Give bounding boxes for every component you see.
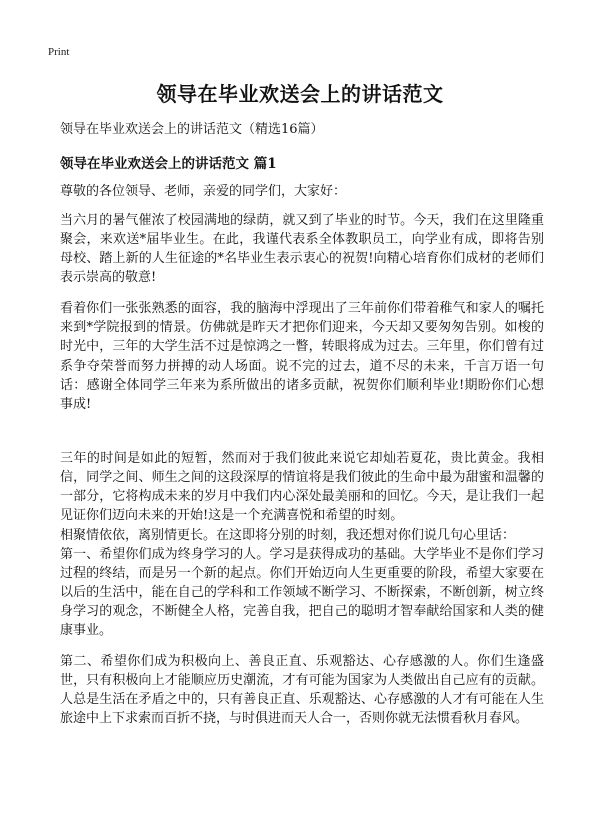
body-paragraph: 三年的时间是如此的短暂，然而对于我们彼此来说它却灿若夏花，贵比黄金。我相信，同学之间、师生之间的这段深厚的情谊将是我们彼此的生命中最为甜蜜和温馨的一部分，它将构成未来的岁月中我们内心深处最美丽和的回忆。今天，是让我们一起见证你们迈向未来的开始!这是一个充满喜悦和希望的时刻。 bbox=[60, 451, 544, 523]
body-paragraph: 第一、希望你们成为终身学习的人。学习是获得成功的基础。大学毕业不是你们学习过程的终结，而是另一个新的起点。你们开始迈向人生更重要的阶段，希望大家要在以后的生活中，能在自己的学科和工作领域不断学习、不断探索，不断创新，树立终身学习的观念，不断健全人格，完善自我，把自己的聪明才智奉献给国家和人类的健康事业。 bbox=[60, 547, 544, 638]
section-heading: 领导在毕业欢送会上的讲话范文 篇1 bbox=[60, 156, 277, 172]
body-paragraph: 第二、希望你们成为积极向上、善良正直、乐观豁达、心存感激的人。你们生逢盛世，只有积极向上才能顺应历史潮流，才有可能为国家为人类做出自己应有的贡献。人总是生活在矛盾之中的，只有善良正直、乐观豁达、心存感激的人才有可能在人生旅途中上下求索而百折不挠，与时俱进而天人合一，否则你就无法惯看秋月春风。 bbox=[60, 654, 544, 726]
document-subtitle: 领导在毕业欢送会上的讲话范文（精选16篇） bbox=[60, 122, 324, 137]
body-paragraph: 看着你们一张张熟悉的面容，我的脑海中浮现出了三年前你们带着稚气和家人的嘱托来到*学院报到的情景。仿佛就是昨天才把你们迎来，今天却又要匆匆告别。如梭的时光中，三年的大学生活不过是惊鸿之一瞥，转眼将成为过去。三年里，你们曾有过 bbox=[60, 301, 544, 354]
body-paragraph: 相聚情依依，离别情更长。在这即将分别的时刻，我还想对你们说几句心里话： bbox=[60, 528, 516, 543]
body-paragraph: 当六月的暑气催浓了校园满地的绿荫，就又到了毕业的时节。今天，我们在这里隆重聚会，来欢送*届毕业生。在此，我谨代表系全体教职员工，向学业有成，即将告别母校、踏上新的人生征途的*名毕业生表示衷心的祝贺!向精心培育你们成材的老师们表示崇高的敬意! bbox=[60, 213, 544, 285]
print-link[interactable]: Print bbox=[48, 46, 70, 58]
greeting-paragraph: 尊敬的各位领导、老师，亲爱的同学们，大家好： bbox=[60, 184, 347, 199]
page-title: 领导在毕业欢送会上的讲话范文 bbox=[156, 82, 444, 106]
body-paragraph: 系争夺荣誉而努力拼搏的动人场面。说不完的过去，道不尽的未来，千言万语一句话：感谢全体同学三年来为系所做出的诸多贡献，祝贺你们顺利毕业!期盼你们心想事成! bbox=[60, 359, 544, 412]
